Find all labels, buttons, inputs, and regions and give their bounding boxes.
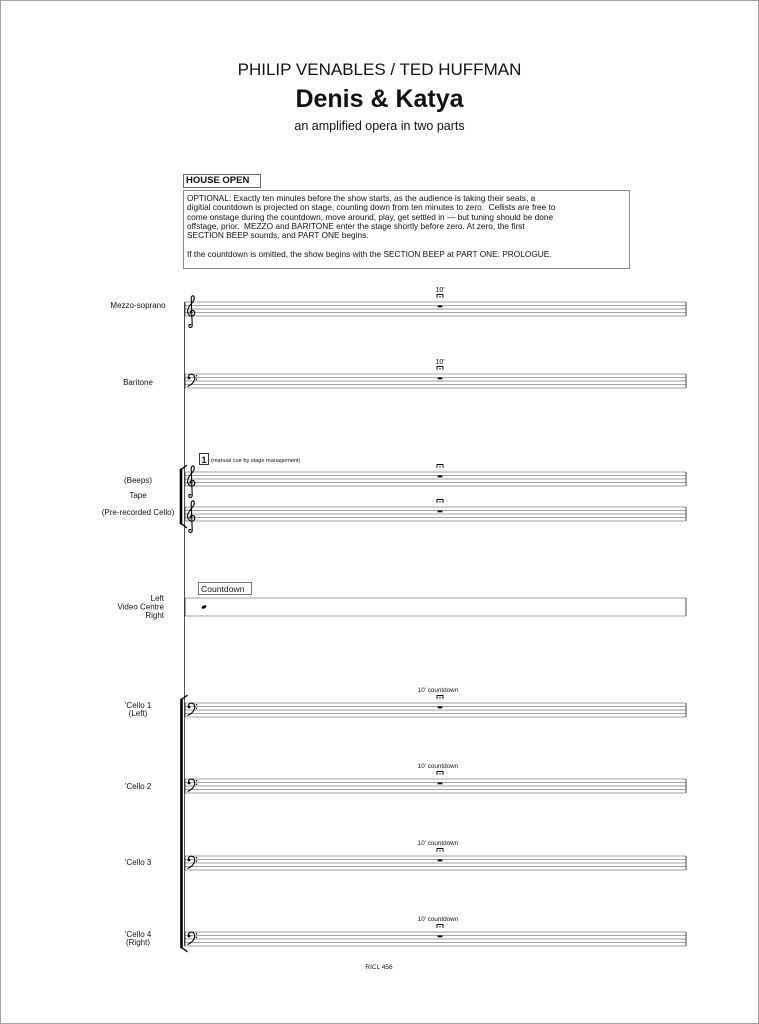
cello-3-label: ’Cello 3 (124, 858, 152, 867)
baritone-staff (185, 374, 686, 388)
video-cue-note (201, 604, 207, 609)
treble-clef-icon (188, 466, 195, 498)
instruction-line: SECTION BEEP sounds, and PART ONE begins. (187, 230, 369, 241)
countdown-label: Countdown (201, 584, 245, 594)
baritone-label: Baritone (123, 378, 153, 387)
stage-cue: (manual cue by stage management) (211, 458, 301, 464)
cello-bracket (181, 695, 188, 952)
tape-label-beeps: (Beeps) (123, 476, 153, 485)
cello-2-staff (185, 779, 686, 793)
cello-1-sublabel: (Left) (128, 709, 148, 718)
mezzo-label: Mezzo-soprano (110, 301, 166, 310)
treble-clef-icon (188, 501, 195, 533)
video-staff (185, 598, 686, 616)
mezzo-duration: 10' (435, 287, 445, 294)
instruction-line: come onstage during the countdown, move around, play, get settled in — but tuning should be done (187, 211, 554, 222)
cello-3-duration: 10' countdown (417, 840, 459, 847)
instructions-box (183, 190, 630, 269)
cello-1-duration: 10' countdown (417, 687, 459, 694)
opera-title: Denis & Katya (295, 85, 464, 113)
cello-3-staff (185, 856, 686, 870)
cello-2-label: ’Cello 2 (124, 782, 152, 791)
tape-label: Tape (129, 491, 147, 500)
tape-label-cello: (Pre-recorded Cello) (101, 508, 175, 517)
cello-4-label: ’Cello 4 (124, 930, 152, 939)
rehearsal-mark: 1 (201, 455, 207, 465)
omitted-countdown-note: If the countdown is omitted, the show begins with the SECTION BEEP at PART ONE: PROLOGUE. (187, 249, 552, 260)
cello-2-duration: 10' countdown (417, 763, 459, 770)
staff-lines (185, 302, 686, 946)
baritone-duration: 10' (435, 359, 445, 366)
cello-1-staff (185, 703, 686, 717)
tape-beeps-staff (185, 472, 686, 486)
instruction-line: offstage, prior. MEZZO and BARITONE enter the stage shortly before zero. At zero, the first (187, 220, 525, 231)
cello-4-sublabel: (Right) (125, 938, 151, 947)
opera-subtitle: an amplified opera in two parts (294, 119, 465, 133)
instruction-line: digitial countdown is projected on stage, counting down from ten minutes to zero. Cellists are free to (187, 202, 556, 213)
cello-4-staff (185, 932, 686, 946)
cello-1-label: ’Cello 1 (124, 701, 152, 710)
catalogue-number: RICL 456 (365, 964, 393, 971)
treble-clef-icon (188, 296, 195, 328)
tape-cello-staff (185, 507, 686, 521)
house-open-heading: HOUSE OPEN (183, 174, 261, 188)
cello-4-duration: 10' countdown (417, 916, 459, 923)
composers: PHILIP VENABLES / TED HUFFMAN (237, 60, 522, 79)
mezzo-staff (185, 302, 686, 316)
video-label-right: Right (145, 611, 164, 620)
instruction-line: OPTIONAL: Exactly ten minutes before the show starts, as the audience is taking their seats, a (187, 193, 536, 203)
video-label-left: Left (150, 594, 164, 603)
tape-bracket (180, 465, 187, 528)
video-label-centre: Video Centre (117, 602, 164, 612)
